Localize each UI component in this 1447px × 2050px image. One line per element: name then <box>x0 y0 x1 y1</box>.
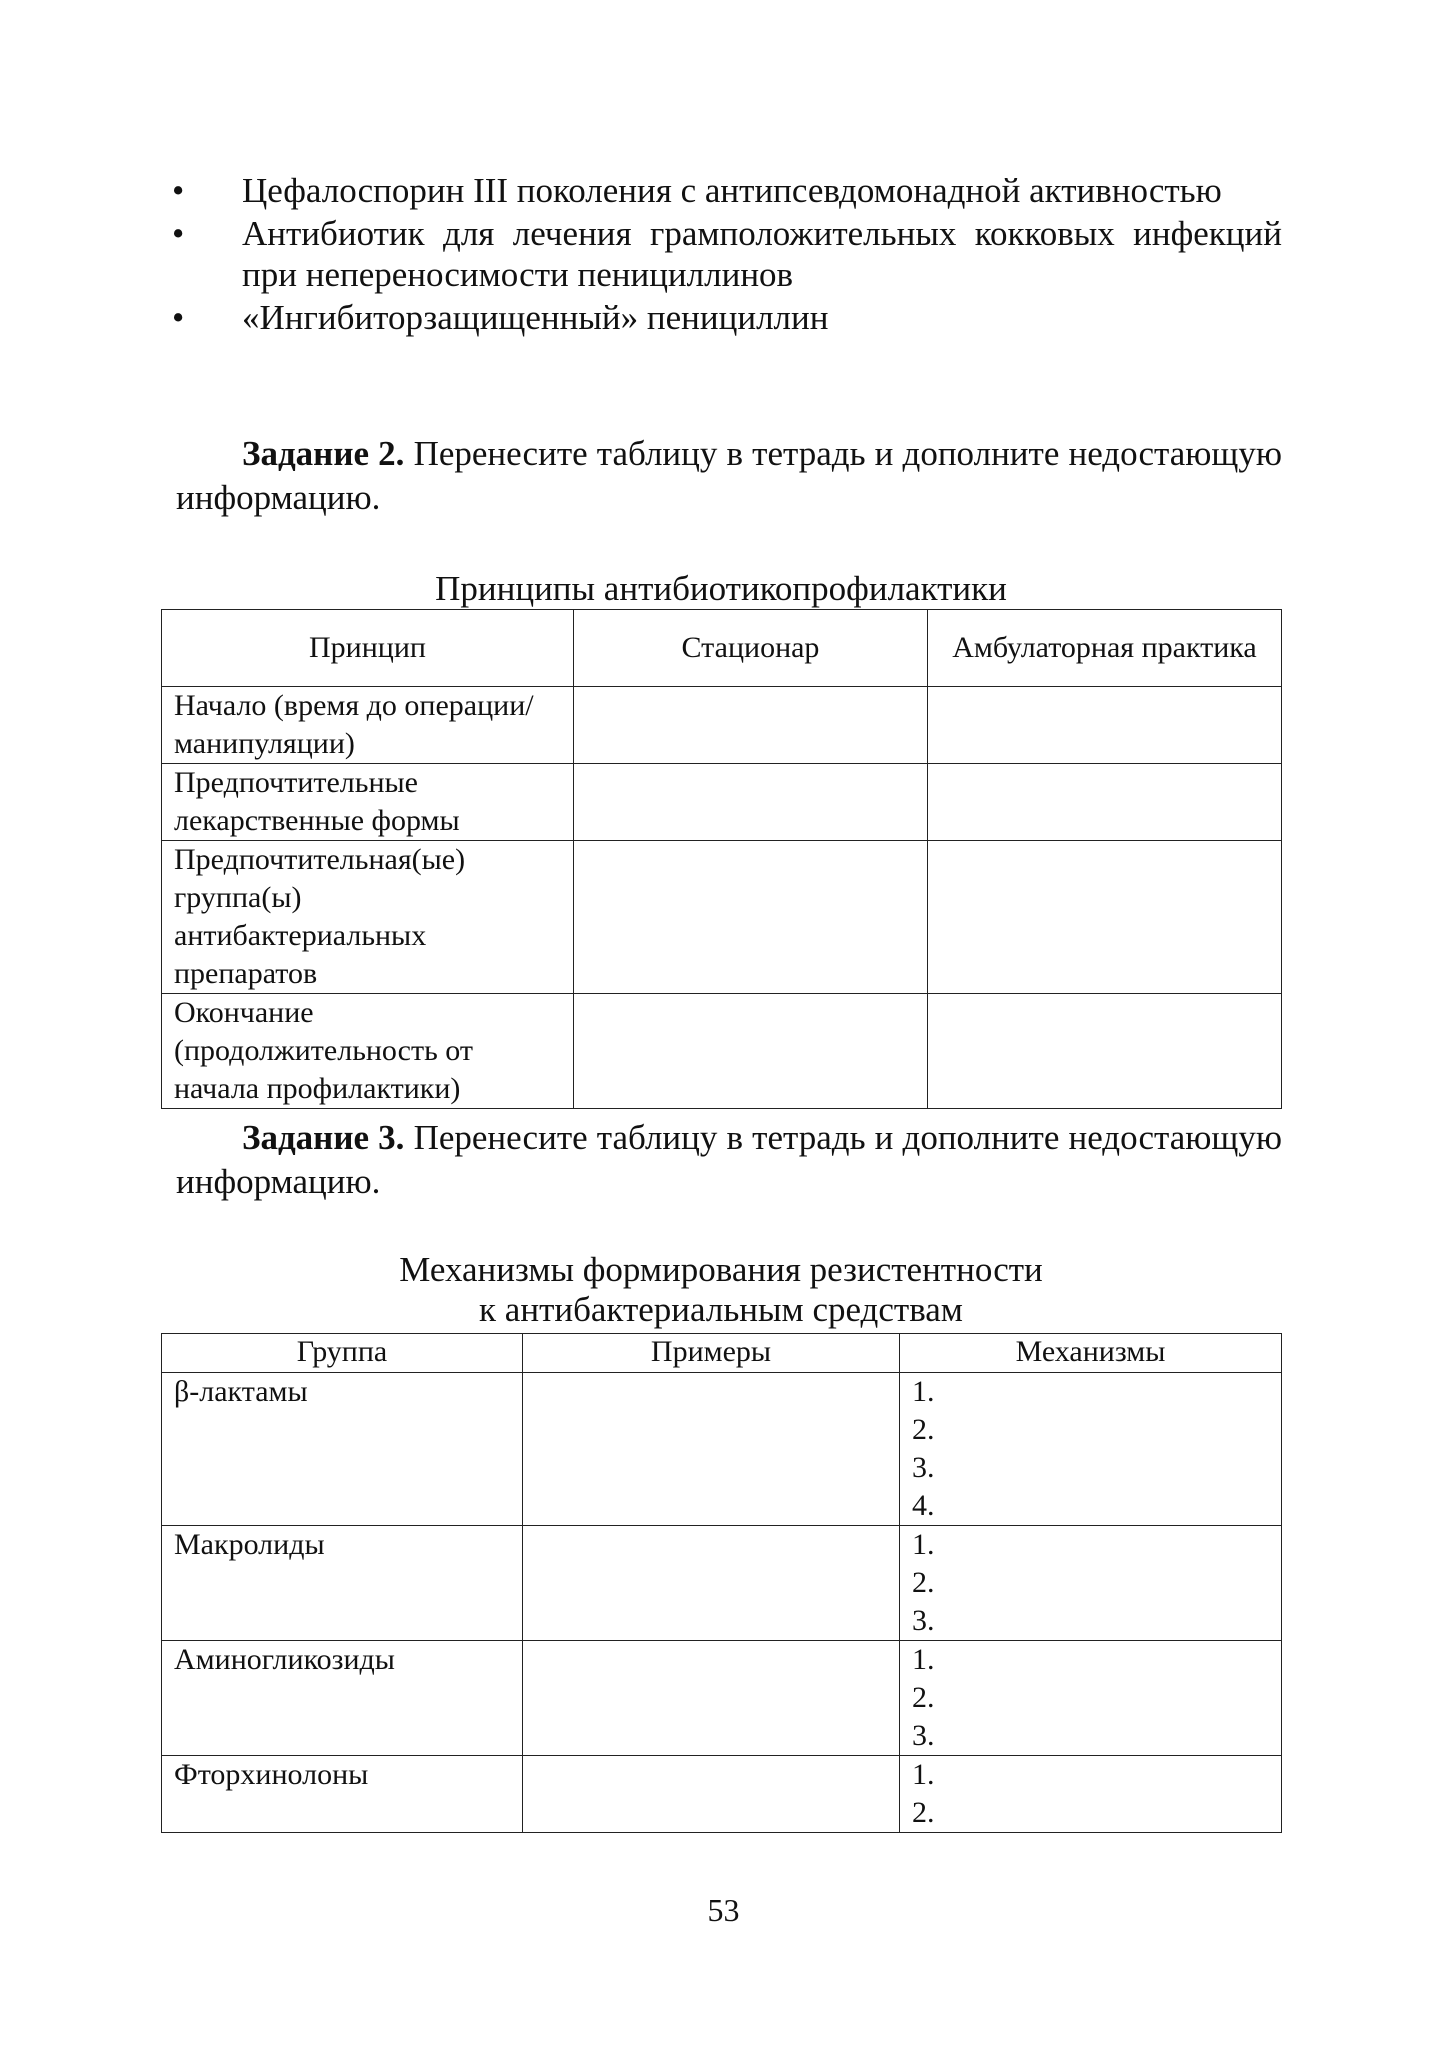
mechanism-number: 1. <box>912 1375 935 1408</box>
hospital-cell <box>574 841 928 994</box>
task-2-label: Задание 2. <box>242 434 405 473</box>
mechanisms-cell <box>900 1641 1282 1756</box>
bullet-glyph: • <box>172 298 185 337</box>
examples-cell <box>523 1526 900 1641</box>
bullet-text: Цефалоспорин III поколения с антипсевдомонадной активностью <box>242 171 1222 210</box>
group-cell: β-лактамы <box>162 1373 523 1526</box>
task-3-text: Перенесите таблицу в тетрадь и дополните недостающую информацию. <box>176 1118 1283 1201</box>
principle-cell: Окончание (продолжительность от начала профилактики) <box>162 994 574 1109</box>
outpatient-cell <box>928 687 1282 764</box>
mechanism-number: 2. <box>912 1566 935 1599</box>
table-1-caption: Принципы антибиотикопрофилактики <box>435 569 1007 608</box>
table-row <box>162 841 1282 994</box>
table-row <box>162 764 1282 841</box>
bullet-text: «Ингибиторзащищенный» пенициллин <box>242 298 829 337</box>
antibiotic-bullet-list <box>160 170 1282 340</box>
mechanism-number: 1. <box>912 1528 935 1561</box>
principle-cell: Предпочтительные лекарственные формы <box>162 764 574 841</box>
column-header-hospital: Стационар <box>574 610 928 687</box>
table-row <box>162 994 1282 1109</box>
task-3-paragraph <box>176 1116 1282 1204</box>
examples-cell <box>523 1756 900 1833</box>
task-2-text: Перенесите таблицу в тетрадь и дополните недостающую информацию. <box>176 434 1283 517</box>
outpatient-cell <box>928 994 1282 1109</box>
column-header-principle: Принцип <box>162 610 574 687</box>
task-2-paragraph <box>176 432 1282 520</box>
column-header-examples: Примеры <box>523 1334 900 1373</box>
group-cell: Макролиды <box>162 1526 523 1641</box>
bullet-item <box>160 213 1282 295</box>
hospital-cell <box>574 994 928 1109</box>
column-header-mechanisms: Механизмы <box>900 1334 1282 1373</box>
principle-cell: Начало (время до операции/манипуляции) <box>162 687 574 764</box>
table-2-caption-line-2: к антибактериальным средствам <box>479 1290 963 1329</box>
column-header-group: Группа <box>162 1334 523 1373</box>
mechanism-number: 2. <box>912 1681 935 1714</box>
bullet-text: Антибиотик для лечения грамположительных кокковых инфекций при непереносимости пенициллинов <box>242 214 1282 294</box>
mechanisms-cell <box>900 1373 1282 1526</box>
page-number: 53 <box>707 1892 740 1928</box>
mechanism-number: 3. <box>912 1719 935 1752</box>
principle-cell: Предпочтительная(ые) группа(ы) антибактериальных препаратов <box>162 841 574 994</box>
table-row <box>162 1373 1282 1526</box>
mechanism-number: 1. <box>912 1643 935 1676</box>
bullet-item <box>160 297 1282 338</box>
table-row <box>162 687 1282 764</box>
table-2-caption-line-1: Механизмы формирования резистентности <box>399 1250 1043 1289</box>
table-header-row <box>162 610 1282 687</box>
outpatient-cell <box>928 841 1282 994</box>
bullet-glyph: • <box>172 214 185 253</box>
mechanism-number: 3. <box>912 1451 935 1484</box>
group-cell: Аминогликозиды <box>162 1641 523 1756</box>
table-row <box>162 1526 1282 1641</box>
resistance-mechanisms-table <box>161 1333 1282 1833</box>
examples-cell <box>523 1373 900 1526</box>
mechanism-number: 2. <box>912 1413 935 1446</box>
table-2-caption <box>160 1250 1282 1330</box>
task-3-label: Задание 3. <box>242 1118 405 1157</box>
mechanisms-cell <box>900 1526 1282 1641</box>
prophylaxis-principles-table <box>161 609 1282 1109</box>
column-header-outpatient: Амбулаторная практика <box>928 610 1282 687</box>
hospital-cell <box>574 764 928 841</box>
mechanism-number: 2. <box>912 1796 935 1829</box>
table-row <box>162 1641 1282 1756</box>
table-row <box>162 1756 1282 1833</box>
outpatient-cell <box>928 764 1282 841</box>
mechanism-number: 1. <box>912 1758 935 1791</box>
table-header-row <box>162 1334 1282 1373</box>
hospital-cell <box>574 687 928 764</box>
examples-cell <box>523 1641 900 1756</box>
mechanism-number: 4. <box>912 1489 935 1522</box>
group-cell: Фторхинолоны <box>162 1756 523 1833</box>
bullet-glyph: • <box>172 171 185 210</box>
mechanisms-cell <box>900 1756 1282 1833</box>
mechanism-number: 3. <box>912 1604 935 1637</box>
bullet-item <box>160 170 1282 211</box>
